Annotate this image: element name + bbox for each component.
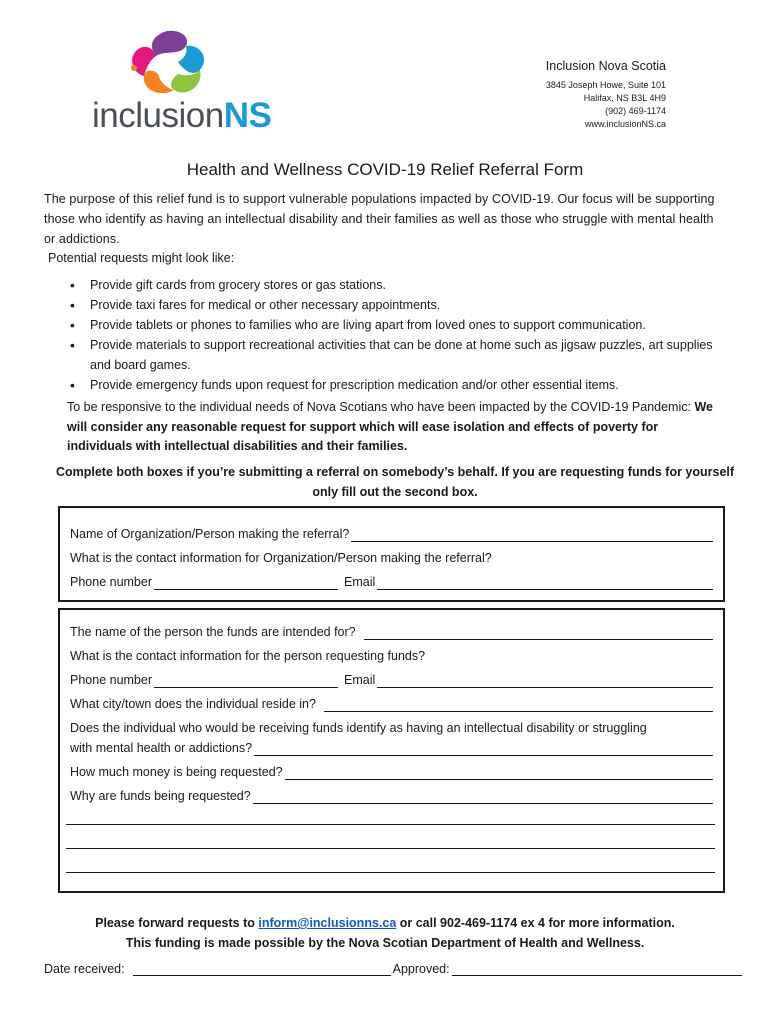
why-field[interactable] bbox=[253, 791, 713, 804]
responsive-lead: To be responsive to the individual needs of Nova Scotians who have been impacted by the COVID-19 Pandemic: bbox=[67, 400, 695, 414]
list-item: • Provide emergency funds upon request for prescription medication and/or other essential items. bbox=[70, 375, 720, 395]
recipient-name-label: The name of the person the funds are intended for? bbox=[70, 625, 356, 639]
referrer-name-label: Name of Organization/Person making the referral? bbox=[70, 527, 350, 541]
recipient-email-label: Email bbox=[344, 673, 376, 687]
responsive-paragraph bbox=[67, 398, 717, 457]
recipient-email-field[interactable] bbox=[377, 675, 713, 688]
recipient-contact-label: What is the contact information for the person requesting funds? bbox=[70, 649, 426, 663]
amount-label: How much money is being requested? bbox=[70, 765, 283, 779]
why-row bbox=[70, 788, 713, 804]
recipient-city-row bbox=[70, 696, 713, 712]
organization-name: Inclusion Nova Scotia bbox=[545, 59, 666, 73]
recipient-city-field[interactable] bbox=[324, 699, 713, 712]
inclusion-ns-logo bbox=[92, 28, 272, 138]
identify-row-2 bbox=[70, 740, 713, 756]
referrer-phone-label: Phone number bbox=[70, 575, 153, 589]
identify-field[interactable] bbox=[254, 743, 713, 756]
potential-requests-list bbox=[70, 275, 720, 395]
recipient-box bbox=[58, 608, 725, 893]
recipient-city-label: What city/town does the individual reside in? bbox=[70, 697, 316, 711]
referrer-contact-row bbox=[70, 550, 713, 566]
list-item: • Provide taxi fares for medical or other necessary appointments. bbox=[70, 295, 720, 315]
forward-pre: Please forward requests to bbox=[95, 916, 259, 930]
amount-row bbox=[70, 764, 713, 780]
date-received-label: Date received: bbox=[44, 962, 125, 976]
recipient-phone-field[interactable] bbox=[154, 675, 338, 688]
responsive-bold: We will consider any reasonable request for support which will ease isolation and effects of poverty for individuals with intellectual disabilities and their families. bbox=[67, 400, 713, 453]
organization-phone: (902) 469-1174 bbox=[605, 106, 666, 116]
why-label: Why are funds being requested? bbox=[70, 789, 251, 803]
referrer-contact-label: What is the contact information for Organization/Person making the referral? bbox=[70, 551, 492, 565]
referrer-email-label: Email bbox=[344, 575, 376, 589]
purpose-paragraph: The purpose of this relief fund is to support vulnerable populations impacted by COVID-19. Our focus will be supporting those who identify as having an intellectual disability and their families as well as those who struggle with mental health or addictions. bbox=[44, 192, 715, 246]
identify-label-line1: Does the individual who would be receiving funds identify as having an intellectual disability or struggling bbox=[70, 721, 647, 735]
approved-label: Approved: bbox=[392, 962, 450, 976]
box-instructions: Complete both boxes if you’re submitting a referral on somebody’s behalf. If you are requesting funds for yourself only fill out the second box. bbox=[55, 465, 735, 499]
list-item: • Provide gift cards from grocery stores or gas stations. bbox=[70, 275, 720, 295]
date-received-field[interactable] bbox=[133, 963, 391, 976]
why-extra-line[interactable] bbox=[66, 824, 715, 825]
list-item: • Provide tablets or phones to families who are living apart from loved ones to support communication. bbox=[70, 315, 720, 335]
referrer-box bbox=[58, 506, 725, 602]
organization-address-line1: 3845 Joseph Howe, Suite 101 bbox=[545, 80, 666, 90]
forward-post: or call 902-469-1174 ex 4 for more information. bbox=[396, 916, 675, 930]
referrer-name-field[interactable] bbox=[351, 529, 713, 542]
funding-note: This funding is made possible by the Nova Scotian Department of Health and Wellness. bbox=[125, 936, 645, 950]
recipient-name-field[interactable] bbox=[364, 627, 713, 640]
identify-label-line2: with mental health or addictions? bbox=[70, 741, 253, 755]
approved-field[interactable] bbox=[452, 963, 742, 976]
amount-field[interactable] bbox=[285, 767, 713, 780]
organization-website: www.inclusionNS.ca bbox=[584, 119, 666, 129]
why-extra-line[interactable] bbox=[66, 848, 715, 849]
referrer-email-field[interactable] bbox=[377, 577, 713, 590]
email-link[interactable]: inform@inclusionns.ca bbox=[258, 916, 397, 930]
recipient-name-row bbox=[70, 624, 713, 640]
why-extra-line[interactable] bbox=[66, 872, 715, 873]
logo-wordmark bbox=[92, 96, 271, 136]
referrer-name-row bbox=[70, 526, 713, 542]
recipient-phone-label: Phone number bbox=[70, 673, 153, 687]
office-use-row bbox=[44, 962, 742, 976]
logo-mark-icon bbox=[120, 28, 215, 100]
referrer-phone-email-row bbox=[70, 574, 713, 590]
recipient-phone-email-row bbox=[70, 672, 713, 688]
form-title: Health and Wellness COVID-19 Relief Referral Form bbox=[186, 160, 584, 179]
identify-row-1 bbox=[70, 720, 713, 736]
organization-address-block bbox=[546, 58, 666, 131]
logo-wordmark-inclusion: inclusion bbox=[92, 96, 224, 135]
list-item: • Provide materials to support recreational activities that can be done at home such as jigsaw puzzles, art supplies and board games. bbox=[70, 335, 720, 375]
potential-requests-intro: Potential requests might look like: bbox=[48, 251, 235, 265]
organization-address-line2: Halifax, NS B3L 4H9 bbox=[583, 93, 666, 103]
recipient-contact-row bbox=[70, 648, 713, 664]
forward-requests-line bbox=[0, 913, 770, 933]
referrer-phone-field[interactable] bbox=[154, 577, 338, 590]
logo-wordmark-ns: NS bbox=[223, 96, 272, 135]
